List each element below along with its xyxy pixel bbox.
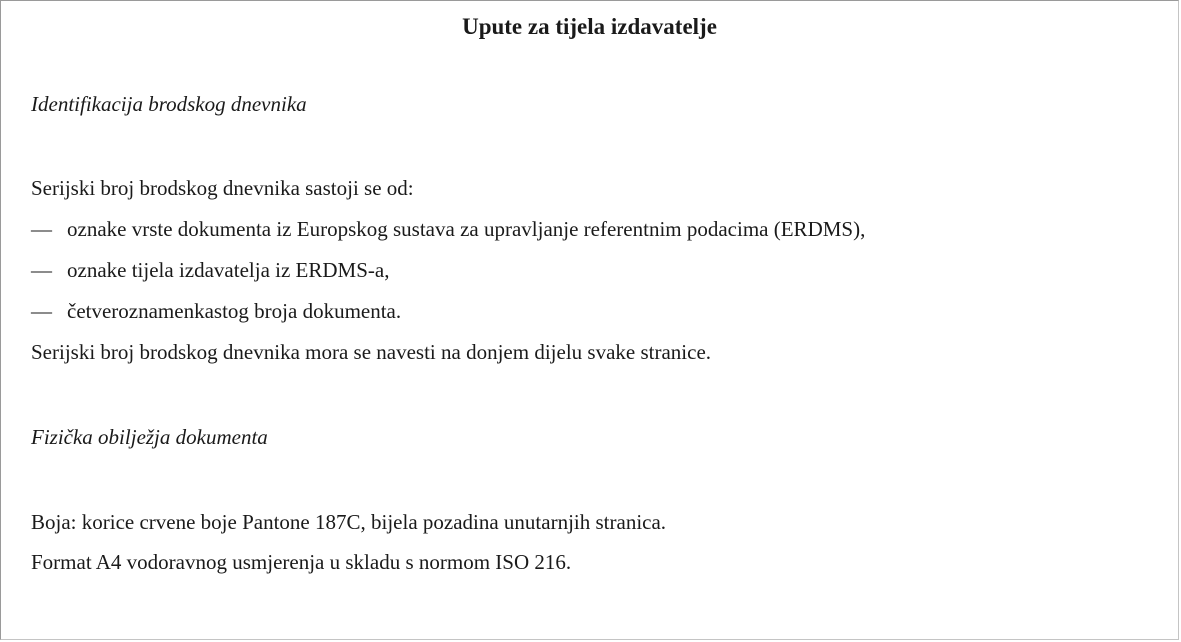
list-dash: —	[31, 299, 52, 323]
serial-number-intro: Serijski broj brodskog dnevnika sastoji se od:	[31, 176, 414, 200]
section-heading-identification: Identifikacija brodskog dnevnika	[31, 92, 307, 116]
section-heading-physical-features: Fizička obilježja dokumenta	[31, 425, 268, 449]
list-item	[31, 214, 865, 244]
list-dash: —	[31, 217, 52, 241]
color-specification: Boja: korice crvene boje Pantone 187C, bijela pozadina unutarnjih stranica.	[31, 510, 667, 534]
list-item	[31, 296, 401, 326]
list-item-text: oznake tijela izdavatelja iz ERDMS-a,	[67, 258, 390, 282]
document-title: Upute za tijela izdavatelje	[462, 14, 717, 39]
list-dash: —	[31, 258, 52, 282]
list-item-text: četveroznamenkastog broja dokumenta.	[67, 299, 402, 323]
serial-number-placement-note: Serijski broj brodskog dnevnika mora se navesti na donjem dijelu svake stranice.	[31, 340, 712, 364]
format-specification: Format A4 vodoravnog usmjerenja u skladu s normom ISO 216.	[31, 550, 572, 574]
list-item-text: oznake vrste dokumenta iz Europskog sustava za upravljanje referentnim podacima (ERDMS),	[67, 217, 866, 241]
list-item	[31, 255, 389, 285]
